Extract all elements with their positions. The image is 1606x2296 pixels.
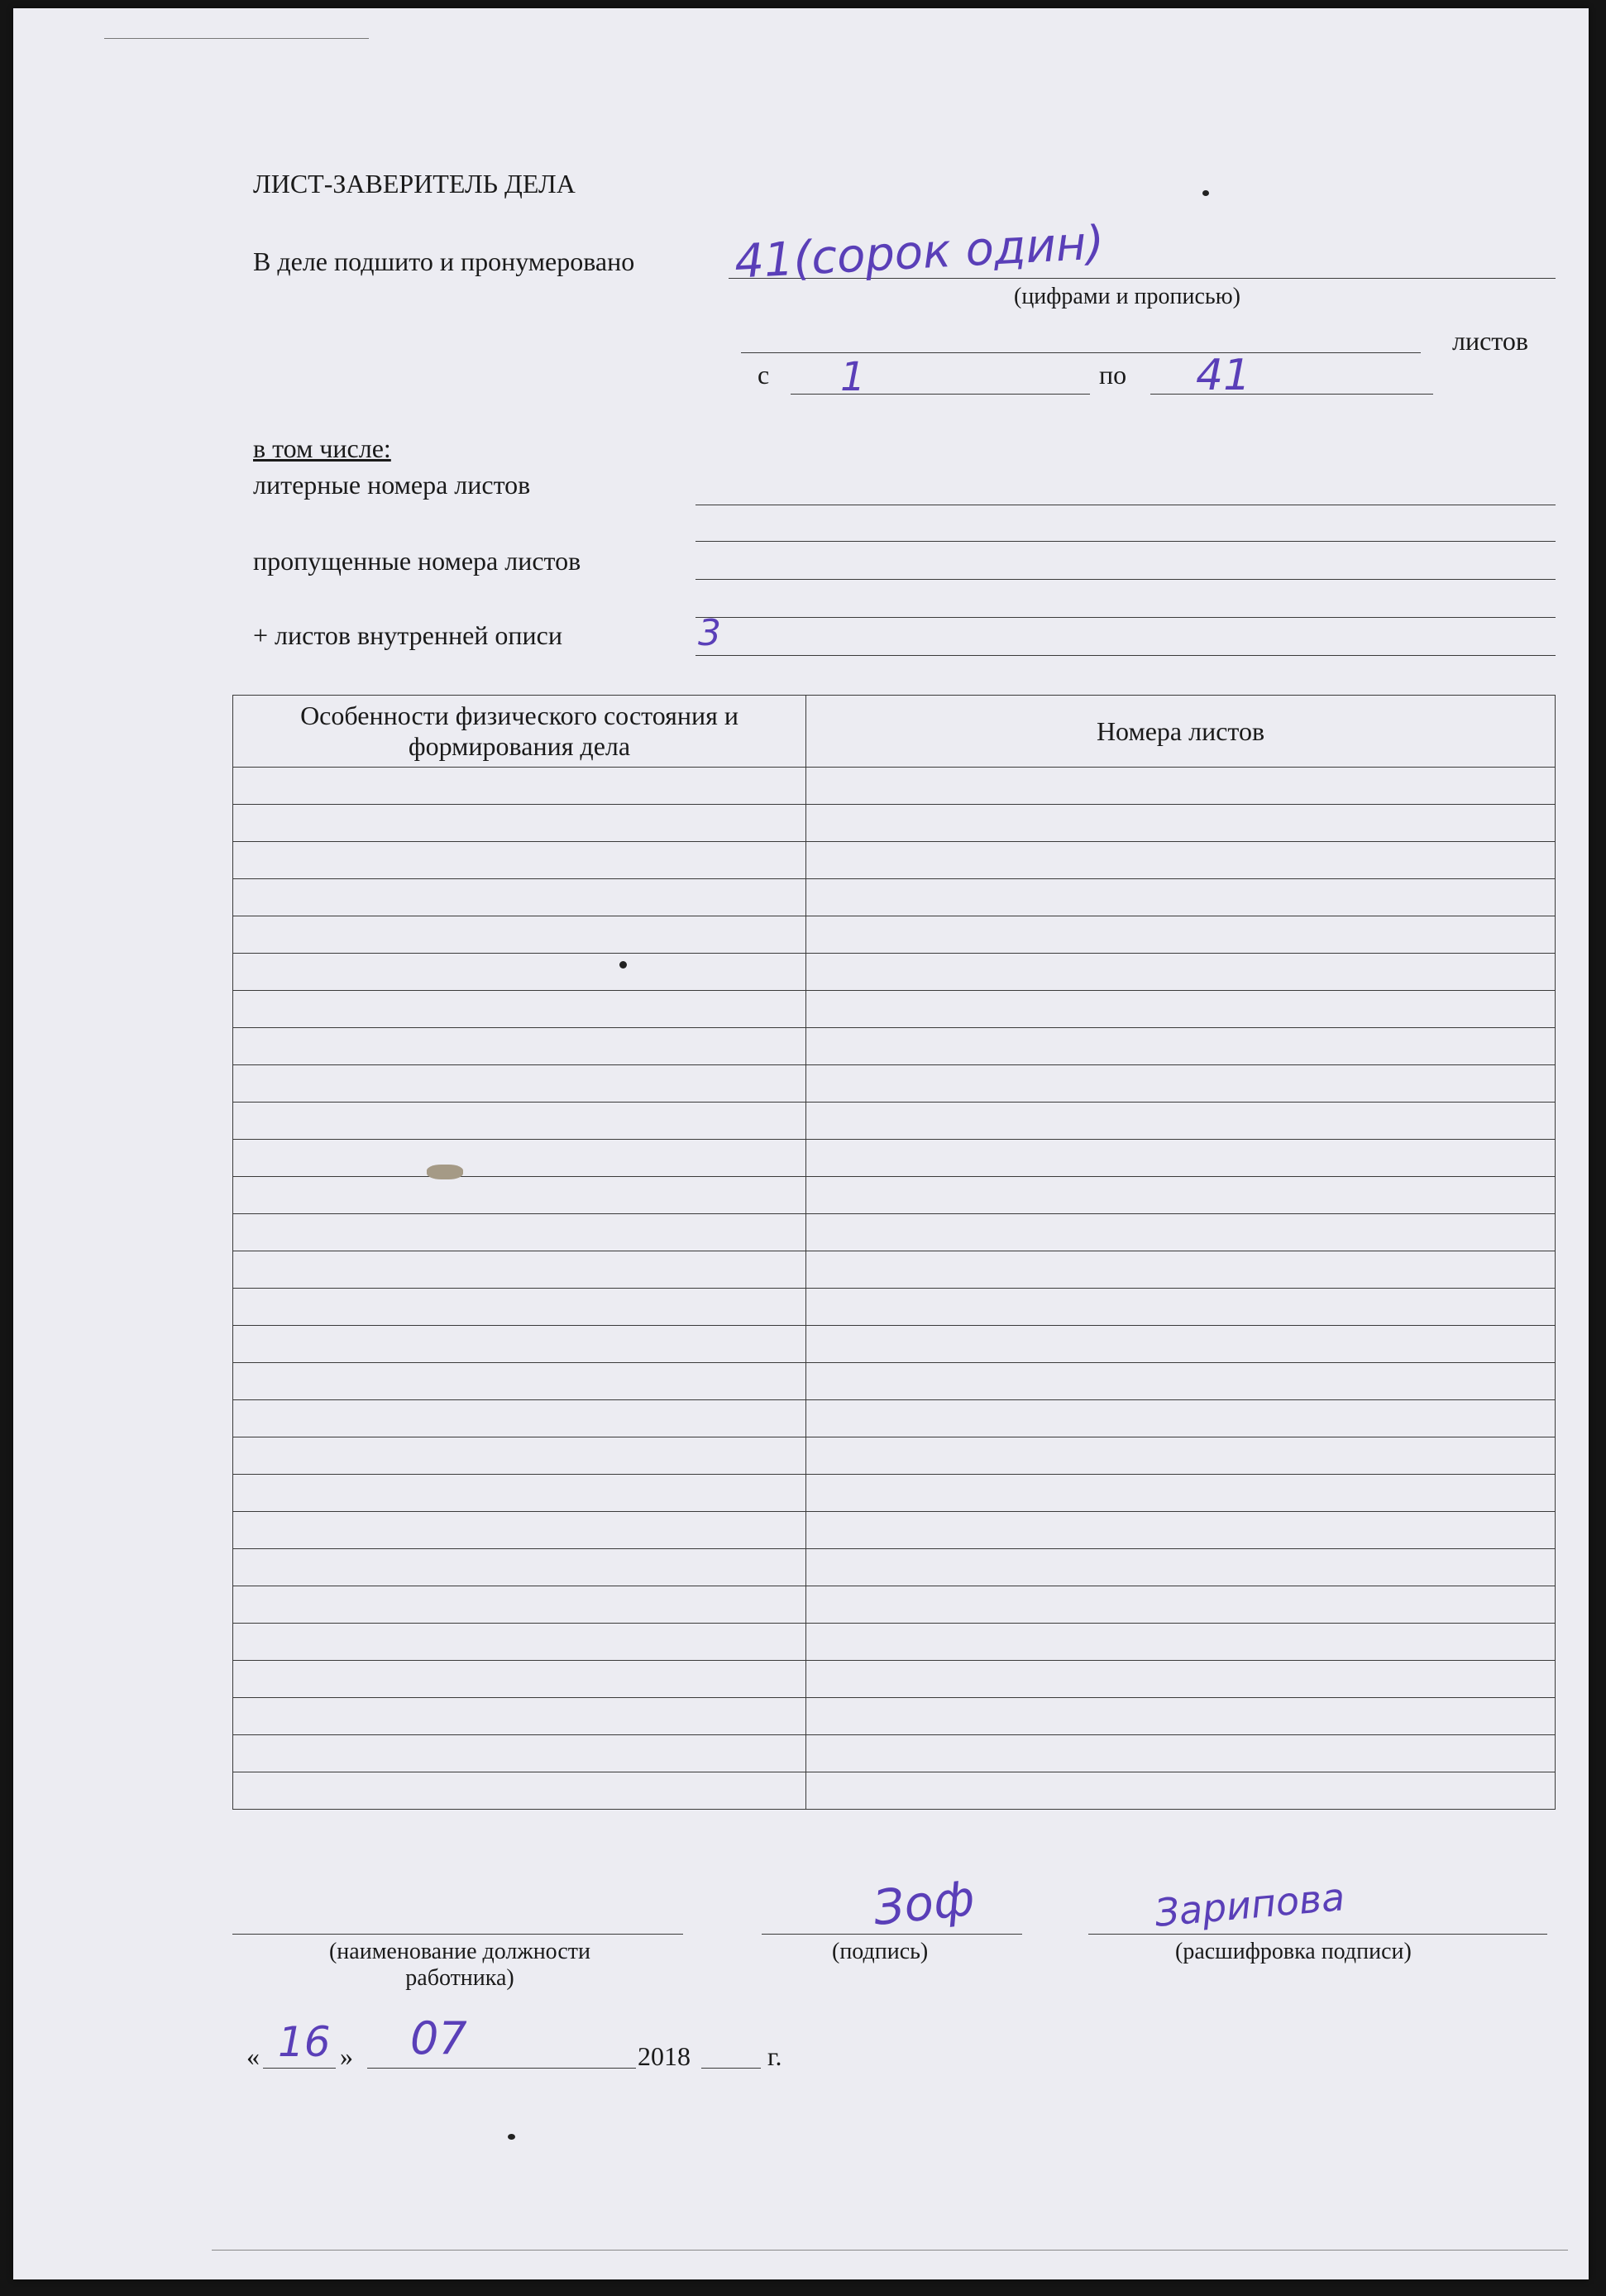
speck — [619, 961, 627, 969]
inventory-handwritten-value: 3 — [698, 612, 721, 654]
sheet-numbers-cell — [806, 1772, 1556, 1810]
speck — [1202, 190, 1209, 196]
condition-cell — [233, 1326, 806, 1363]
sheet-numbers-cell — [806, 1103, 1556, 1140]
sheet-numbers-cell — [806, 1214, 1556, 1251]
sheet-numbers-cell — [806, 1549, 1556, 1586]
table-row — [233, 916, 1556, 954]
sheet-numbers-cell — [806, 768, 1556, 805]
sheet-numbers-cell — [806, 805, 1556, 842]
filed-label: В деле подшито и пронумеровано — [253, 246, 635, 276]
letter-numbers-label: литерные номера листов — [253, 470, 531, 500]
date-month-underline — [367, 2068, 636, 2069]
edge-mark-bottom — [212, 2250, 1568, 2251]
table-row — [233, 1400, 1556, 1437]
sheets-underline — [741, 352, 1421, 353]
condition-table — [232, 695, 1556, 1810]
condition-cell — [233, 1624, 806, 1661]
missing-numbers-underline-2 — [695, 617, 1556, 618]
condition-cell — [233, 805, 806, 842]
table-row — [233, 1363, 1556, 1400]
table-row — [233, 1103, 1556, 1140]
condition-cell — [233, 1735, 806, 1772]
sheet-numbers-cell — [806, 1028, 1556, 1065]
table-row — [233, 1437, 1556, 1475]
table-row — [233, 1177, 1556, 1214]
condition-cell — [233, 1400, 806, 1437]
missing-numbers-underline — [695, 579, 1556, 580]
table-row — [233, 1326, 1556, 1363]
table-row — [233, 768, 1556, 805]
sheet-numbers-cell — [806, 1177, 1556, 1214]
table-row — [233, 842, 1556, 879]
to-underline — [1150, 394, 1433, 395]
document-title: ЛИСТ-ЗАВЕРИТЕЛЬ ДЕЛА — [253, 169, 576, 199]
table-row — [233, 805, 1556, 842]
condition-cell — [233, 1028, 806, 1065]
date-open-quote: « — [246, 2041, 260, 2071]
table-row — [233, 1549, 1556, 1586]
from-handwritten-value: 1 — [840, 354, 866, 400]
condition-cell — [233, 1512, 806, 1549]
table-header-sheet-numbers: Номера листов — [806, 696, 1556, 768]
table-header-condition: Особенности физического состояния и формирования дела — [233, 696, 806, 768]
sheets-word: листов — [1452, 326, 1528, 356]
condition-cell — [233, 879, 806, 916]
date-close-quote: » — [340, 2041, 353, 2071]
date-year-underline — [701, 2068, 761, 2069]
table-row — [233, 991, 1556, 1028]
condition-cell — [233, 1065, 806, 1103]
date-year: 2018 — [638, 2041, 691, 2071]
signature-caption: (подпись) — [832, 1939, 929, 1964]
letter-numbers-underline-2 — [695, 541, 1556, 542]
to-label: по — [1099, 360, 1127, 390]
sheet-numbers-cell — [806, 1251, 1556, 1289]
condition-cell — [233, 1475, 806, 1512]
sheet-numbers-cell — [806, 1326, 1556, 1363]
condition-cell — [233, 1586, 806, 1624]
sheet-numbers-cell — [806, 1475, 1556, 1512]
condition-cell — [233, 991, 806, 1028]
sheet-numbers-cell — [806, 1400, 1556, 1437]
table-row — [233, 1512, 1556, 1549]
position-caption: (наименование должности работника) — [328, 1939, 591, 1992]
table-row — [233, 1624, 1556, 1661]
inventory-underline — [695, 655, 1556, 656]
stain — [427, 1165, 463, 1179]
sheet-numbers-cell — [806, 1289, 1556, 1326]
table-row — [233, 1065, 1556, 1103]
date-year-suffix: г. — [767, 2041, 782, 2071]
sheet-numbers-cell — [806, 1065, 1556, 1103]
condition-cell — [233, 954, 806, 991]
sheet-numbers-cell — [806, 1735, 1556, 1772]
digits-words-caption: (цифрами и прописью) — [1014, 284, 1240, 309]
table-body — [233, 768, 1556, 1810]
sheet-numbers-cell — [806, 842, 1556, 879]
table-row — [233, 1251, 1556, 1289]
from-underline — [791, 394, 1090, 395]
condition-cell — [233, 1214, 806, 1251]
edge-mark-top — [104, 38, 369, 39]
condition-cell — [233, 916, 806, 954]
date-month: 07 — [410, 2012, 467, 2064]
speck — [508, 2134, 515, 2140]
condition-cell — [233, 1661, 806, 1698]
condition-cell — [233, 1103, 806, 1140]
table-row — [233, 954, 1556, 991]
condition-cell — [233, 1772, 806, 1810]
to-handwritten-value: 41 — [1196, 351, 1251, 400]
condition-cell — [233, 1140, 806, 1177]
table-row — [233, 1475, 1556, 1512]
sheet-numbers-cell — [806, 1698, 1556, 1735]
sheet-numbers-cell — [806, 1624, 1556, 1661]
condition-cell — [233, 1177, 806, 1214]
table-row — [233, 879, 1556, 916]
condition-cell — [233, 1289, 806, 1326]
sheet-numbers-cell — [806, 1140, 1556, 1177]
table-row — [233, 1735, 1556, 1772]
condition-cell — [233, 1698, 806, 1735]
date-day: 16 — [278, 2018, 331, 2066]
condition-cell — [233, 1251, 806, 1289]
table-row — [233, 1772, 1556, 1810]
decryption-caption: (расшифровка подписи) — [1175, 1939, 1412, 1964]
from-label: с — [758, 360, 770, 390]
sheet-numbers-cell — [806, 1586, 1556, 1624]
sheet-numbers-cell — [806, 1437, 1556, 1475]
table-row — [233, 1661, 1556, 1698]
sheet-numbers-cell — [806, 954, 1556, 991]
decryption-handwritten: Зарипова — [1153, 1874, 1347, 1935]
including-label: в том числе: — [253, 433, 391, 463]
condition-cell — [233, 1363, 806, 1400]
table-row — [233, 1698, 1556, 1735]
document-page — [13, 8, 1589, 2279]
condition-cell — [233, 768, 806, 805]
filed-handwritten-value: 41(сорок один) — [733, 216, 1106, 289]
inventory-label: + листов внутренней описи — [253, 620, 562, 650]
table-row — [233, 1028, 1556, 1065]
sheet-numbers-cell — [806, 1512, 1556, 1549]
table-row — [233, 1586, 1556, 1624]
sheet-numbers-cell — [806, 1661, 1556, 1698]
table-header-row — [233, 696, 1556, 768]
condition-cell — [233, 1437, 806, 1475]
condition-cell — [233, 842, 806, 879]
sheet-numbers-cell — [806, 916, 1556, 954]
date-day-underline — [263, 2068, 336, 2069]
condition-cell — [233, 1549, 806, 1586]
table-row — [233, 1214, 1556, 1251]
table-row — [233, 1289, 1556, 1326]
missing-numbers-label: пропущенные номера листов — [253, 546, 581, 576]
signature-handwritten: Зоф — [870, 1869, 977, 1937]
position-underline — [232, 1934, 683, 1935]
sheet-numbers-cell — [806, 879, 1556, 916]
sheet-numbers-cell — [806, 1363, 1556, 1400]
sheet-numbers-cell — [806, 991, 1556, 1028]
